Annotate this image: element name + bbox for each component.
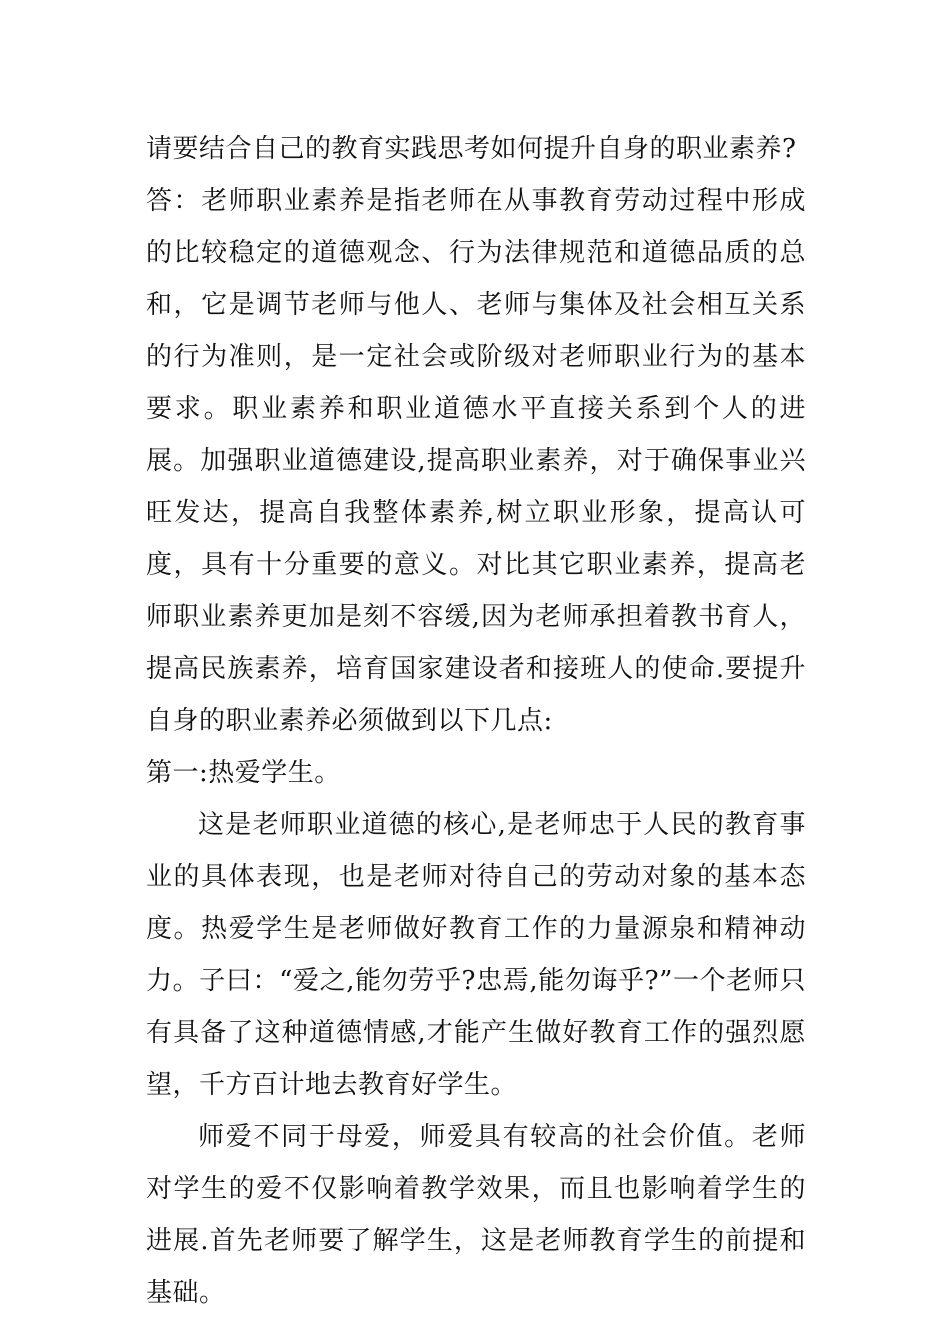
body-paragraph-2: 师爱不同于母爱，师爱具有较高的社会价值。老师对学生的爱不仅影响着教学效果，而且也影响着学生的进展.首先老师要了解学生，这是老师教育学生的前提和基础。: [146, 1122, 806, 1308]
document-body: [146, 123, 806, 1319]
answer-intro-paragraph: 答：老师职业素养是指老师在从事教育劳动过程中形成的比较稳定的道德观念、行为法律规范和道德品质的总和，它是调节老师与他人、老师与集体及社会相互关系的行为准则，是一定社会或阶级对老师职业行为的基本要求。职业素养和职业道德水平直接关系到个人的进展。加强职业道德建设,提高职业素养，对于确保事业兴旺发达，提高自我整体素养,树立职业形象，提高认可度，具有十分重要的意义。对比其它职业素养，提高老师职业素养更加是刻不容缓,因为老师承担着教书育人，提高民族素养，培育国家建设者和接班人的使命.要提升自身的职业素养必须做到以下几点:: [146, 186, 806, 736]
question-line: 请要结合自己的教育实践思考如何提升自身的职业素养?: [146, 134, 797, 164]
point-one-heading: 第一:热爱学生。: [146, 758, 341, 788]
body-paragraph-1: 这是老师职业道德的核心,是老师忠于人民的教育事业的具体表现，也是老师对待自己的劳动对象的基本态度。热爱学生是老师做好教育工作的力量源泉和精神动力。子曰：“爱之,能勿劳乎?忠焉,能勿诲乎?”一个老师只有具备了这种道德情感,才能产生做好教育工作的强烈愿望，千方百计地去教育好学生。: [146, 810, 806, 1100]
